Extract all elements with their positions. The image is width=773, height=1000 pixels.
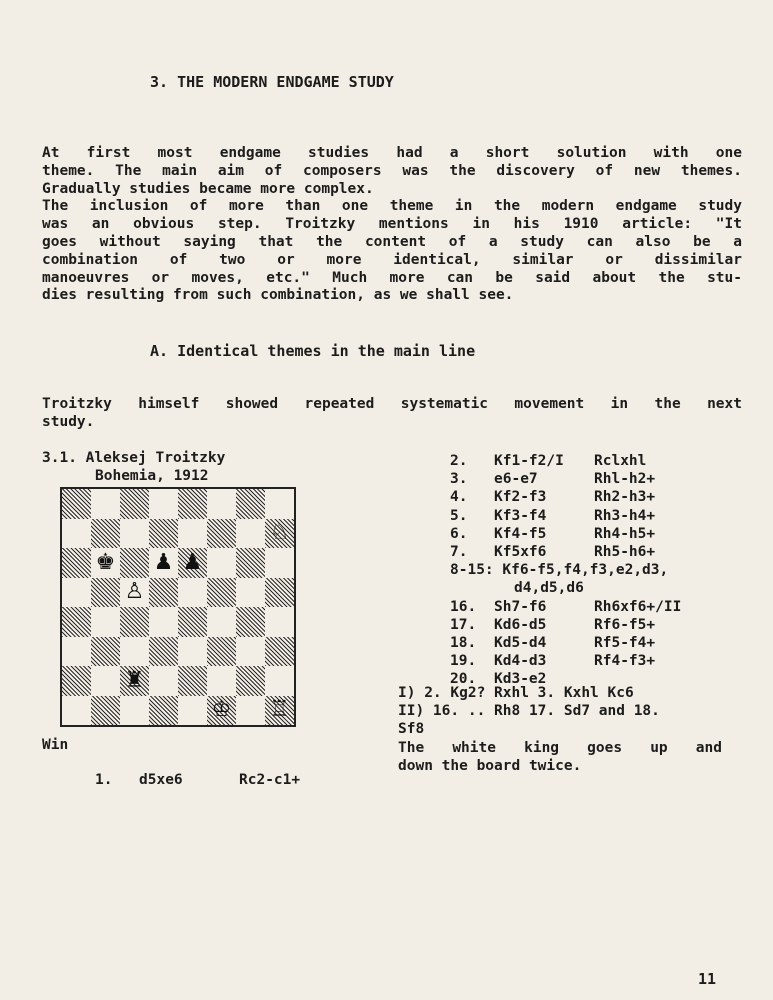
square-c8 [120, 489, 149, 519]
square-e4 [178, 607, 207, 637]
move-number: 7. [450, 544, 468, 561]
square-c3 [120, 637, 149, 667]
black-move: Rc2-c1+ [239, 772, 301, 788]
white-move: d5xe6 [139, 772, 183, 788]
black-move: Rclxhl [594, 453, 647, 469]
black-move: Rf5-f4+ [594, 635, 656, 652]
move-row [450, 488, 681, 506]
white-move: Kf5xf6 [494, 544, 547, 561]
note-line: II) 16. .. Rh8 17. Sd7 and 18. [398, 703, 660, 720]
black-move: Rhl-h2+ [594, 471, 656, 488]
square-f8 [207, 489, 236, 519]
square-d5 [149, 578, 178, 608]
square-a2 [62, 666, 91, 696]
square-d8 [149, 489, 178, 519]
square-f6 [207, 548, 236, 578]
square-b1 [91, 696, 120, 726]
square-e1 [178, 696, 207, 726]
square-g4 [236, 607, 265, 637]
square-g6 [236, 548, 265, 578]
chess-piece: ♙ [124, 579, 145, 605]
text-line: At first most endgame studies had a short solution with one [42, 145, 742, 161]
square-b5 [91, 578, 120, 608]
square-d6 [149, 548, 178, 578]
black-move: Rh5-h6+ [594, 544, 656, 561]
black-move: Rh2-h3+ [594, 489, 656, 506]
black-move: Rh3-h4+ [594, 507, 656, 524]
square-h8 [265, 489, 294, 519]
square-b3 [91, 637, 120, 667]
square-a4 [62, 607, 91, 637]
move-row [450, 598, 681, 616]
square-e8 [178, 489, 207, 519]
square-b6 [91, 548, 120, 578]
square-a7 [62, 519, 91, 549]
study-header [42, 450, 225, 468]
section-heading: A. Identical themes in the main line [150, 342, 476, 360]
square-g7 [236, 519, 265, 549]
square-a8 [62, 489, 91, 519]
move-number: 19. [450, 653, 477, 670]
intro-paragraph [42, 145, 742, 305]
black-move: Rh6xf6+/II [594, 598, 682, 615]
text-line: Gradually studies became more complex. [42, 180, 374, 197]
square-e5 [178, 578, 207, 608]
white-move: Sh7-f6 [494, 598, 547, 615]
black-move: Rh4-h5+ [594, 525, 656, 542]
square-c7 [120, 519, 149, 549]
move-number: 3. [450, 471, 468, 488]
study-source: Bohemia, 1912 [95, 468, 209, 484]
square-d7 [149, 519, 178, 549]
square-d3 [149, 637, 178, 667]
square-h3 [265, 637, 294, 667]
text-line: theme. The main aim of composers was the discovery of new themes. [42, 162, 742, 179]
move-row [450, 616, 681, 634]
text-line: study. [42, 413, 95, 430]
black-move: Rf6-f5+ [594, 616, 656, 633]
square-g3 [236, 637, 265, 667]
move-number: 1. [95, 772, 113, 788]
page-number: 11 [698, 970, 717, 988]
square-a6 [62, 548, 91, 578]
square-h1 [265, 696, 294, 726]
square-c5 [120, 578, 149, 608]
square-b7 [91, 519, 120, 549]
white-move: Kf4-f5 [494, 525, 547, 542]
study-result: Win [42, 737, 69, 753]
white-move: Kd5-d4 [494, 635, 547, 652]
square-e7 [178, 519, 207, 549]
note-line: Sf8 [398, 721, 425, 738]
square-h2 [265, 666, 294, 696]
square-d4 [149, 607, 178, 637]
move-range-cont: d4,d5,d6 [514, 580, 584, 597]
square-f2 [207, 666, 236, 696]
square-h6 [265, 548, 294, 578]
first-move [95, 772, 300, 790]
study-number: 3.1. [42, 450, 77, 466]
square-b2 [91, 666, 120, 696]
black-move: Rf4-f3+ [594, 653, 656, 670]
chess-piece: ♟ [182, 549, 203, 575]
move-number: 4. [450, 489, 468, 506]
move-row [450, 470, 681, 488]
square-g8 [236, 489, 265, 519]
text-line: dies resulting from such combination, as we shall see. [42, 287, 514, 304]
move-number: 18. [450, 635, 477, 652]
move-number: 17. [450, 616, 477, 633]
square-h4 [265, 607, 294, 637]
white-move: Kd3-e2 [494, 671, 547, 688]
square-e6 [178, 548, 207, 578]
text-line: Troitzky himself showed repeated systematic movement in the next [42, 396, 742, 412]
move-row [450, 634, 681, 652]
square-a5 [62, 578, 91, 608]
move-number: 16. [450, 598, 477, 615]
white-move: Kf1-f2/I [494, 453, 564, 469]
white-move: Kf3-f4 [494, 507, 547, 524]
move-range: 8-15: Kf6-f5,f4,f3,e2,d3, [450, 562, 669, 579]
text-line: was an obvious step. Troitzky mentions in his 1910 article: "It [42, 216, 742, 233]
square-f3 [207, 637, 236, 667]
chess-piece: ♚ [95, 549, 116, 575]
square-e2 [178, 666, 207, 696]
square-b4 [91, 607, 120, 637]
text-line: goes without saying that the content of a study can also be a [42, 233, 742, 250]
chess-piece: ♖ [269, 697, 290, 723]
text-line: manoeuvres or moves, etc." Much more can be said about the stu- [42, 269, 742, 286]
white-move: e6-e7 [494, 471, 538, 488]
comment-line: down the board twice. [398, 757, 582, 774]
square-d1 [149, 696, 178, 726]
square-a1 [62, 696, 91, 726]
square-c4 [120, 607, 149, 637]
square-e3 [178, 637, 207, 667]
square-c1 [120, 696, 149, 726]
chess-piece: ♜ [124, 667, 145, 693]
move-number: 6. [450, 525, 468, 542]
square-f4 [207, 607, 236, 637]
square-b8 [91, 489, 120, 519]
note-line: I) 2. Kg2? Rxhl 3. Kxhl Kc6 [398, 685, 634, 701]
move-list [450, 452, 681, 689]
move-row [450, 507, 681, 525]
square-f7 [207, 519, 236, 549]
annotations [398, 684, 722, 775]
square-f1 [207, 696, 236, 726]
square-g1 [236, 696, 265, 726]
move-row [450, 452, 681, 470]
study-author: Aleksej Troitzky [85, 450, 226, 466]
square-g5 [236, 578, 265, 608]
white-move: Kd6-d5 [494, 616, 547, 633]
square-h7 [265, 519, 294, 549]
text-line: combination of two or more identical, similar or dissimilar [42, 251, 742, 268]
chapter-heading: 3. THE MODERN ENDGAME STUDY [150, 73, 394, 91]
square-f5 [207, 578, 236, 608]
section-paragraph [42, 396, 742, 432]
square-c2 [120, 666, 149, 696]
white-move: Kf2-f3 [494, 489, 547, 506]
move-number: 2. [450, 453, 468, 469]
square-a3 [62, 637, 91, 667]
comment-line: The white king goes up and [398, 739, 722, 756]
move-row [450, 652, 681, 670]
square-g2 [236, 666, 265, 696]
chess-piece: ♟ [153, 549, 174, 575]
white-move: Kd4-d3 [494, 653, 547, 670]
text-line: The inclusion of more than one theme in the modern endgame study [42, 198, 742, 215]
move-number: 20. [450, 671, 477, 688]
chess-board [60, 487, 296, 727]
move-number: 5. [450, 507, 468, 524]
move-row [450, 525, 681, 543]
square-h5 [265, 578, 294, 608]
square-c6 [120, 548, 149, 578]
square-d2 [149, 666, 178, 696]
chess-piece: ♘ [269, 520, 290, 546]
chess-piece: ♔ [211, 697, 232, 723]
move-row [450, 543, 681, 561]
